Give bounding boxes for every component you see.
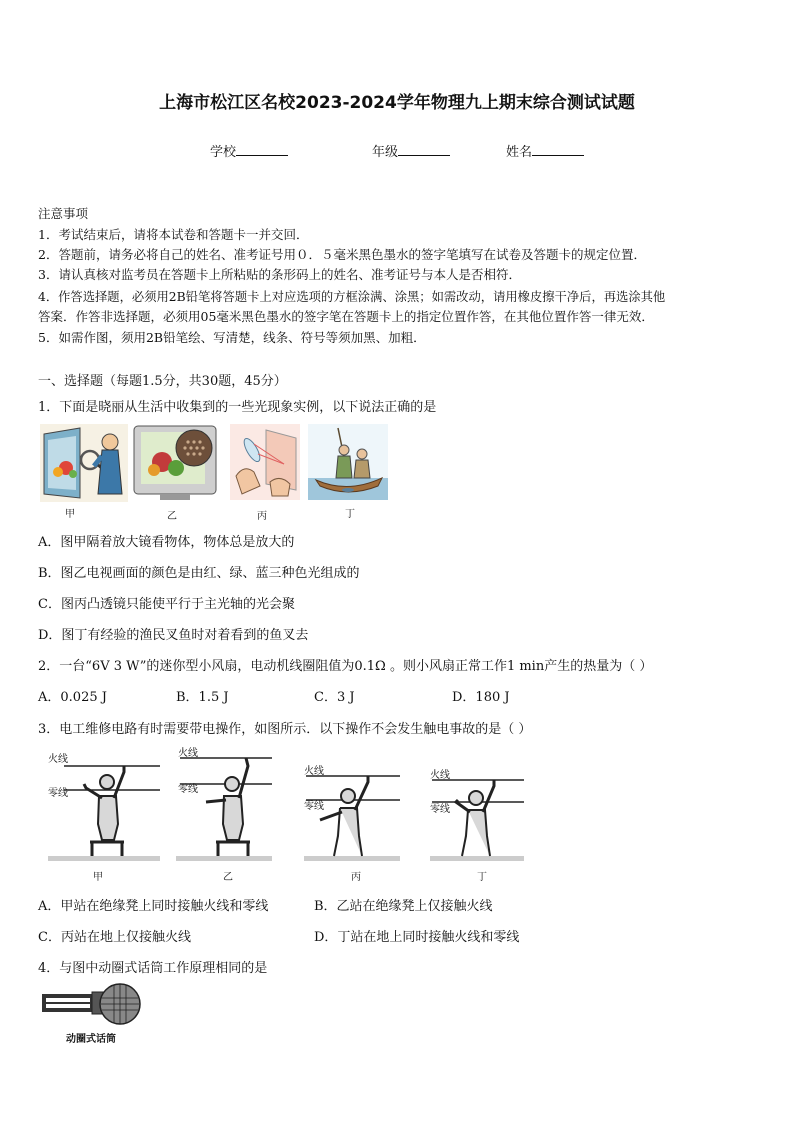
electrician-bing (304, 776, 400, 861)
school-label: 学校 (210, 145, 237, 160)
q4-caption: 动圈式话筒 (66, 1034, 116, 1045)
grade-field[interactable] (372, 141, 450, 160)
name-label: 姓名 (506, 145, 533, 160)
magnifier-illustration (40, 424, 128, 502)
q2-option-b[interactable]: B．1.5 J (176, 690, 229, 705)
q3-option-a[interactable]: A．甲站在绝缘凳上同时接触火线和零线 (38, 899, 269, 914)
neutral-wire-label: 零线 (430, 804, 450, 815)
q1-figure-jia (40, 424, 128, 502)
section-heading: 一、选择题（每题1.5分，共30题，45分） (38, 374, 287, 389)
grade-label: 年级 (372, 145, 399, 160)
q4-figure (40, 982, 144, 1030)
notice-item: 2．答题前，请务必将自己的姓名、准考证号用０．５毫米黑色墨水的签字笔填写在试卷及答题卡的规定位置． (38, 247, 646, 262)
electrician-jia (48, 766, 160, 861)
q1-figure-bing (230, 424, 300, 500)
tv-illustration (132, 424, 218, 502)
q3-option-c[interactable]: C．丙站在地上仅接触火线 (38, 930, 191, 945)
school-field[interactable] (210, 141, 288, 160)
q1-figure-ding (308, 424, 388, 500)
q1-figure-yi (132, 424, 218, 502)
fisherman-illustration (308, 424, 388, 500)
q3-caption: 乙 (223, 872, 233, 883)
question-3-stem: 3．电工维修电路有时需要带电操作，如图所示．以下操作不会发生触电事故的是（ ） (38, 722, 532, 737)
live-wire-label: 火线 (304, 766, 324, 777)
notice-item: 3．请认真核对监考员在答题卡上所粘贴的条形码上的姓名、准考证号与本人是否相符． (38, 267, 521, 282)
notice-heading: 注意事项 (38, 206, 89, 221)
neutral-wire-label: 零线 (48, 788, 68, 799)
question-1-stem: 1．下面是晓丽从生活中收集到的一些光现象实例，以下说法正确的是 (38, 400, 437, 415)
live-wire-label: 火线 (48, 754, 68, 765)
question-2-stem: 2．一台“6V 3 W”的迷你型小风扇，电动机线圈阻值为0.1Ω 。则小风扇正常工作1 min产生的热量为（ ） (38, 659, 653, 674)
neutral-wire-label: 零线 (304, 801, 324, 812)
q3-caption: 丙 (351, 872, 361, 883)
q1-caption: 乙 (167, 511, 177, 522)
q3-option-b[interactable]: B．乙站在绝缘凳上仅接触火线 (314, 899, 493, 914)
lens-illustration (230, 424, 300, 500)
notice-item: 5．如需作图，须用2B铅笔绘、写清楚，线条、符号等须加黑、加粗． (38, 330, 426, 345)
page-title: 上海市松江区名校2023-2024学年物理九上期末综合测试试题 (159, 93, 635, 113)
school-blank[interactable] (236, 143, 288, 156)
live-wire-label: 火线 (178, 748, 198, 759)
electrician-yi (176, 758, 272, 861)
q3-figure (44, 744, 524, 884)
grade-blank[interactable] (398, 143, 450, 156)
live-wire-label: 火线 (430, 770, 450, 781)
notice-item: 1．考试结束后，请将本试卷和答题卡一并交回． (38, 227, 309, 242)
q2-option-d[interactable]: D．180 J (452, 690, 510, 705)
q3-caption: 丁 (477, 872, 487, 883)
notice-item: 答案．作答非选择题，必须用05毫米黑色墨水的签字笔在答题卡上的指定位置作答，在其他位置作答一律无效． (38, 309, 654, 324)
q1-option-a[interactable]: A．图甲隔着放大镜看物体，物体总是放大的 (38, 535, 295, 550)
electrician-diagrams (44, 744, 524, 884)
question-4-stem: 4．与图中动圈式话筒工作原理相同的是 (38, 961, 268, 976)
electrician-ding (430, 780, 524, 861)
q1-option-d[interactable]: D．图丁有经验的渔民叉鱼时对着看到的鱼叉去 (38, 628, 309, 643)
q2-option-a[interactable]: A．0.025 J (38, 690, 107, 705)
microphone-illustration (40, 982, 144, 1030)
q1-caption: 丁 (345, 509, 355, 520)
q3-caption: 甲 (93, 872, 103, 883)
notice-item: 4．作答选择题，必须用2B铅笔将答题卡上对应选项的方框涂满、涂黑；如需改动，请用橡皮擦干净后，再选涂其他 (38, 290, 666, 304)
q1-caption: 甲 (65, 509, 75, 520)
q1-option-c[interactable]: C．图丙凸透镜只能使平行于主光轴的光会聚 (38, 597, 295, 612)
q1-caption: 丙 (257, 511, 267, 522)
name-field[interactable] (506, 141, 584, 160)
name-blank[interactable] (532, 143, 584, 156)
q1-option-b[interactable]: B．图乙电视画面的颜色是由红、绿、蓝三种色光组成的 (38, 566, 360, 581)
q2-option-c[interactable]: C．3 J (314, 690, 355, 705)
neutral-wire-label: 零线 (178, 784, 198, 795)
q3-option-d[interactable]: D．丁站在地上同时接触火线和零线 (314, 930, 520, 945)
